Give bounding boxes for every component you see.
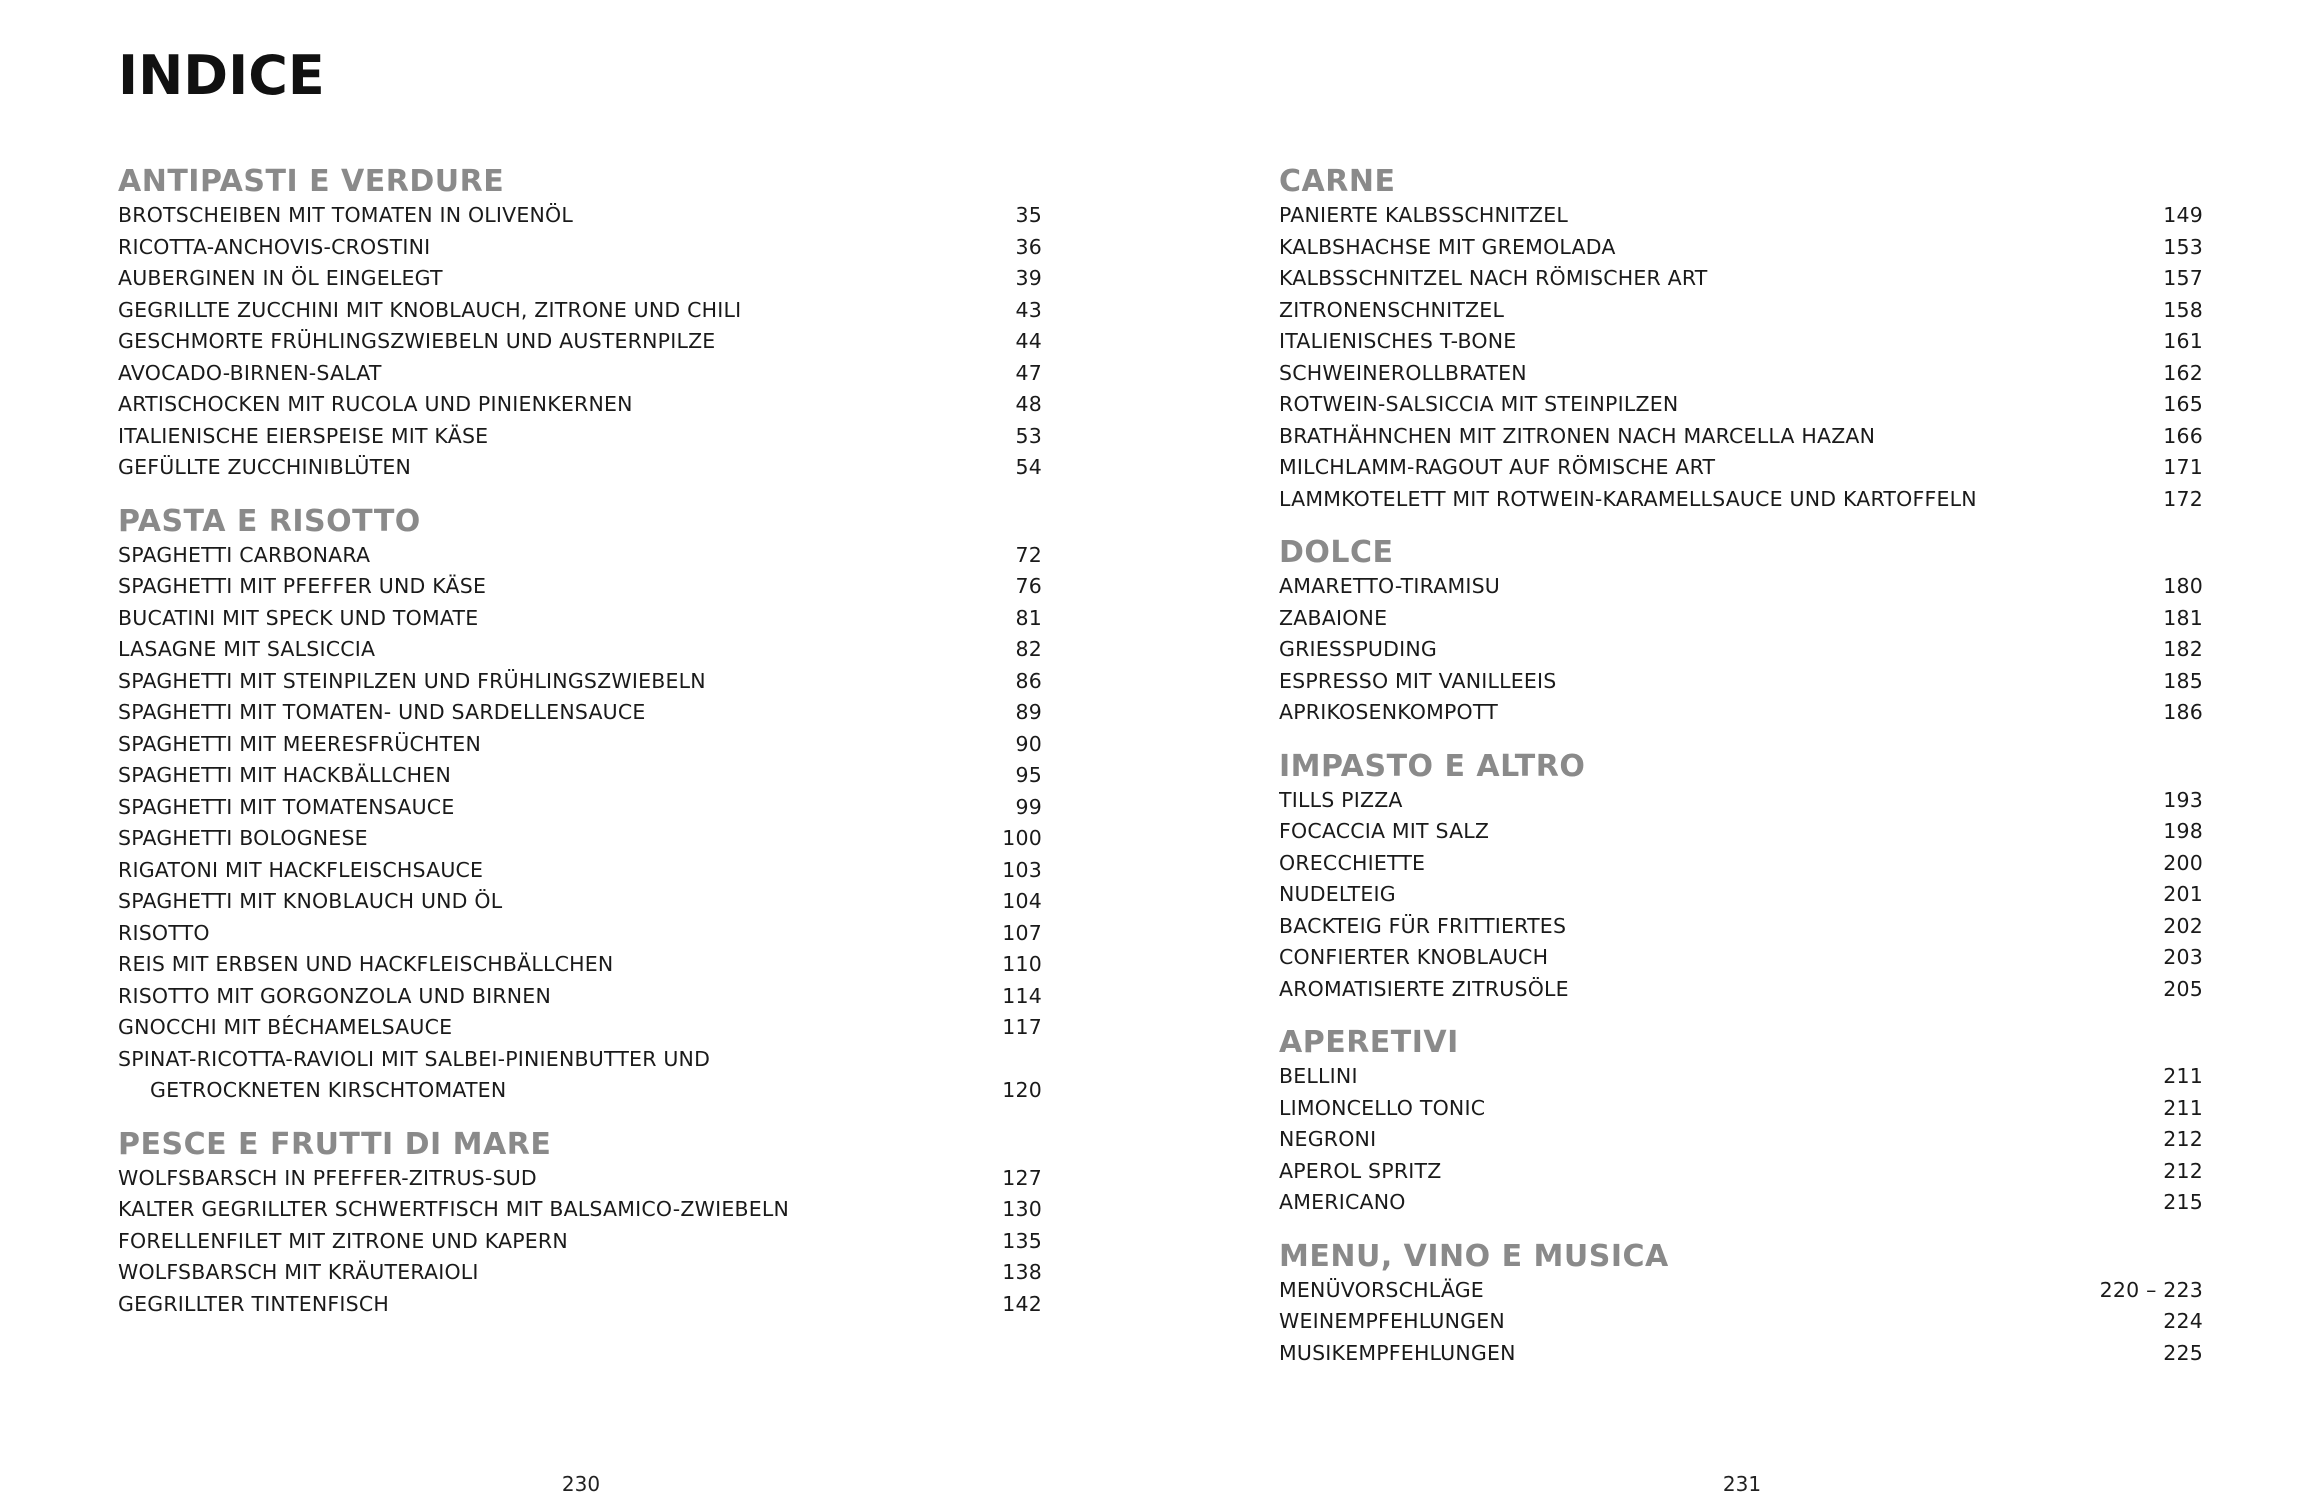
index-entry	[118, 697, 1042, 729]
entry-name: NEGRONI	[1279, 1127, 1377, 1151]
section-title: PESCE E FRUTTI DI MARE	[118, 1126, 552, 1162]
entry-page: 171	[2163, 455, 2203, 479]
entry-name: ZITRONENSCHNITZEL	[1279, 297, 1505, 322]
entry-name: APEROL SPRITZ	[1279, 1158, 1442, 1183]
entry-page: 211	[2163, 1064, 2203, 1088]
entry-name: BRATHÄHNCHEN MIT ZITRONEN NACH MARCELLA HAZAN	[1279, 423, 1876, 448]
entry-page: 82	[1015, 637, 1042, 661]
index-entry	[1279, 1124, 2203, 1156]
entry-name: GNOCCHI MIT BÉCHAMELSAUCE	[118, 1015, 453, 1039]
entry-page: 182	[2163, 637, 2203, 661]
entry-name: GESCHMORTE FRÜHLINGSZWIEBELN UND AUSTERNPILZE	[118, 329, 716, 353]
index-entry	[118, 263, 1042, 295]
entry-page: 180	[2163, 574, 2203, 598]
entry-name: SPAGHETTI MIT HACKBÄLLCHEN	[118, 763, 451, 787]
entry-page: 35	[1015, 203, 1042, 227]
entry-name: AVOCADO-BIRNEN-SALAT	[118, 360, 382, 385]
entry-name: ESPRESSO MIT VANILLEEIS	[1279, 668, 1557, 693]
entry-page: 202	[2163, 913, 2203, 938]
entry-page: 212	[2163, 1158, 2203, 1183]
entry-page: 158	[2163, 297, 2203, 322]
index-entry	[1279, 484, 2203, 516]
entry-page: 99	[1015, 794, 1042, 819]
index-section	[1279, 1021, 2203, 1219]
page-number-right: 231	[1722, 1472, 1762, 1496]
entry-name: WEINEMPFEHLUNGEN	[1279, 1309, 1505, 1333]
index-entry	[118, 200, 1042, 232]
index-entry	[1279, 666, 2203, 698]
index-entry	[118, 886, 1042, 918]
entry-name: SPAGHETTI MIT KNOBLAUCH UND ÖL	[118, 889, 503, 913]
index-entry	[118, 389, 1042, 421]
index-entry	[118, 823, 1042, 855]
index-entry	[1279, 571, 2203, 603]
entry-page: 110	[1002, 952, 1042, 976]
entry-page: 149	[2163, 203, 2203, 227]
index-entry	[118, 603, 1042, 635]
index-entry	[1279, 263, 2203, 295]
entry-page: 81	[1015, 605, 1042, 630]
entry-name: ORECCHIETTE	[1279, 850, 1426, 875]
entry-name: BACKTEIG FÜR FRITTIERTES	[1279, 913, 1567, 938]
index-entry	[118, 949, 1042, 981]
index-entry	[118, 1226, 1042, 1258]
entry-page: 225	[2163, 1340, 2203, 1365]
index-entry	[118, 792, 1042, 824]
entry-name: SPAGHETTI MIT MEERESFRÜCHTEN	[118, 731, 481, 756]
entry-name: LASAGNE MIT SALSICCIA	[118, 637, 376, 661]
entry-name: KALBSSCHNITZEL NACH RÖMISCHER ART	[1279, 266, 1708, 290]
entry-page: 211	[2163, 1095, 2203, 1120]
section-title: MENU, VINO E MUSICA	[1279, 1238, 1669, 1274]
entry-name: SPAGHETTI MIT PFEFFER UND KÄSE	[118, 574, 487, 598]
entry-page: 107	[1002, 920, 1042, 945]
index-column-right	[1279, 160, 2203, 1385]
entry-page: 205	[2163, 976, 2203, 1001]
entry-page: 186	[2163, 700, 2203, 724]
index-entry	[1279, 603, 2203, 635]
index-section	[118, 500, 1042, 1107]
entry-page: 162	[2163, 360, 2203, 385]
index-column-left	[118, 160, 1042, 1336]
index-entry	[1279, 848, 2203, 880]
entry-page: 142	[1002, 1291, 1042, 1316]
index-entry	[118, 855, 1042, 887]
entry-name: SCHWEINEROLLBRATEN	[1279, 360, 1527, 385]
entry-name: REIS MIT ERBSEN UND HACKFLEISCHBÄLLCHEN	[118, 952, 614, 976]
entry-page: 200	[2163, 850, 2203, 875]
entry-name: WOLFSBARSCH MIT KRÄUTERAIOLI	[118, 1260, 479, 1284]
index-entry	[1279, 816, 2203, 848]
entry-name: WOLFSBARSCH IN PFEFFER-ZITRUS-SUD	[118, 1165, 537, 1190]
index-entry	[1279, 1338, 2203, 1370]
entry-page: 100	[1002, 826, 1042, 850]
entry-page: 224	[2163, 1309, 2203, 1333]
entry-page: 181	[2163, 605, 2203, 630]
entry-name: BROTSCHEIBEN MIT TOMATEN IN OLIVENÖL	[118, 203, 574, 227]
entry-page: 120	[1002, 1078, 1042, 1102]
entry-name: MILCHLAMM-RAGOUT AUF RÖMISCHE ART	[1279, 455, 1716, 479]
index-entry	[118, 1075, 1042, 1107]
entry-page: 86	[1015, 668, 1042, 693]
entry-page: 212	[2163, 1127, 2203, 1151]
section-title: ANTIPASTI E VERDURE	[118, 164, 505, 199]
index-entry	[118, 1163, 1042, 1195]
entry-name: RISOTTO MIT GORGONZOLA UND BIRNEN	[118, 983, 551, 1008]
index-entry	[1279, 1306, 2203, 1338]
entry-page: 215	[2163, 1190, 2203, 1214]
entry-name: SPAGHETTI MIT STEINPILZEN UND FRÜHLINGSZWIEBELN	[118, 668, 706, 693]
entry-name: AMARETTO-TIRAMISU	[1279, 574, 1500, 598]
entry-name: NUDELTEIG	[1279, 882, 1396, 906]
entry-name: RIGATONI MIT HACKFLEISCHSAUCE	[118, 857, 484, 882]
index-entry	[1279, 785, 2203, 817]
entry-name: FOCACCIA MIT SALZ	[1279, 819, 1490, 843]
entry-name: SPAGHETTI BOLOGNESE	[118, 826, 368, 850]
entry-name: SPINAT-RICOTTA-RAVIOLI MIT SALBEI-PINIENBUTTER UND	[118, 1046, 711, 1071]
index-entry	[118, 729, 1042, 761]
index-entry	[118, 634, 1042, 666]
entry-name: LIMONCELLO TONIC	[1279, 1095, 1486, 1120]
entry-page: 203	[2163, 945, 2203, 969]
entry-name: FORELLENFILET MIT ZITRONE UND KAPERN	[118, 1228, 568, 1253]
index-entry	[1279, 1187, 2203, 1219]
section-title: IMPASTO E ALTRO	[1279, 748, 1586, 784]
entry-page: 36	[1015, 234, 1042, 259]
entry-name: SPAGHETTI CARBONARA	[118, 542, 371, 567]
entry-page: 44	[1015, 329, 1042, 353]
entry-page: 114	[1002, 983, 1042, 1008]
entry-name: AMERICANO	[1279, 1190, 1406, 1214]
index-entry	[1279, 1093, 2203, 1125]
entry-page: 39	[1015, 266, 1042, 290]
entry-page: 166	[2163, 423, 2203, 448]
entry-name: BELLINI	[1279, 1064, 1358, 1088]
entry-name: MUSIKEMPFEHLUNGEN	[1279, 1340, 1516, 1365]
entry-name: PANIERTE KALBSSCHNITZEL	[1279, 203, 1569, 227]
entry-page: 72	[1015, 542, 1042, 567]
index-entry	[118, 1012, 1042, 1044]
index-entry	[118, 760, 1042, 792]
entry-page: 153	[2163, 234, 2203, 259]
entry-page: 53	[1015, 423, 1042, 448]
entry-name: GEGRILLTE ZUCCHINI MIT KNOBLAUCH, ZITRONE UND CHILI	[118, 297, 742, 322]
index-entry	[1279, 295, 2203, 327]
index-entry	[118, 571, 1042, 603]
entry-page: 130	[1002, 1197, 1042, 1221]
entry-name: LAMMKOTELETT MIT ROTWEIN-KARAMELLSAUCE UND KARTOFFELN	[1279, 486, 1977, 511]
entry-name: CONFIERTER KNOBLAUCH	[1279, 945, 1549, 969]
entry-page: 165	[2163, 392, 2203, 416]
entry-page: 220 – 223	[2099, 1277, 2203, 1302]
index-entry	[118, 981, 1042, 1013]
index-entry	[1279, 1275, 2203, 1307]
entry-page: 117	[1002, 1015, 1042, 1039]
entry-page: 89	[1015, 700, 1042, 724]
index-entry	[1279, 421, 2203, 453]
entry-page: 127	[1002, 1165, 1042, 1190]
index-entry	[1279, 358, 2203, 390]
index-entry	[1279, 232, 2203, 264]
index-entry	[1279, 389, 2203, 421]
entry-page: 104	[1002, 889, 1042, 913]
index-entry	[1279, 879, 2203, 911]
index-entry	[118, 666, 1042, 698]
index-entry	[1279, 200, 2203, 232]
index-entry	[1279, 1061, 2203, 1093]
index-entry	[118, 1194, 1042, 1226]
section-title: CARNE	[1279, 164, 1396, 199]
entry-page: 48	[1015, 392, 1042, 416]
index-entry	[118, 1289, 1042, 1321]
index-entry	[1279, 326, 2203, 358]
index-entry	[118, 452, 1042, 484]
entry-page: 135	[1002, 1228, 1042, 1253]
entry-name: AUBERGINEN IN ÖL EINGELEGT	[118, 266, 443, 290]
entry-page: 103	[1002, 857, 1042, 882]
entry-name: SPAGHETTI MIT TOMATENSAUCE	[118, 794, 455, 819]
index-entry	[118, 295, 1042, 327]
index-entry	[1279, 634, 2203, 666]
index-entry	[118, 540, 1042, 572]
index-section	[1279, 1235, 2203, 1370]
entry-page: 201	[2163, 882, 2203, 906]
entry-name: TILLS PIZZA	[1279, 787, 1403, 812]
index-entry	[1279, 974, 2203, 1006]
entry-name: GEGRILLTER TINTENFISCH	[118, 1291, 389, 1316]
entry-name: GEFÜLLTE ZUCCHINIBLÜTEN	[118, 455, 412, 479]
page-number-left: 230	[561, 1472, 601, 1496]
entry-name: KALBSHACHSE MIT GREMOLADA	[1279, 234, 1616, 259]
index-entry	[1279, 452, 2203, 484]
entry-name: RICOTTA-ANCHOVIS-CROSTINI	[118, 234, 431, 259]
entry-name: GRIESSPUDING	[1279, 637, 1437, 661]
entry-page: 193	[2163, 787, 2203, 812]
section-title: DOLCE	[1279, 535, 1394, 570]
section-title: APERETIVI	[1279, 1025, 1459, 1060]
index-section	[118, 160, 1042, 484]
entry-name: RISOTTO	[118, 920, 210, 945]
index-entry	[118, 918, 1042, 950]
entry-name: AROMATISIERTE ZITRUSÖLE	[1279, 976, 1569, 1001]
section-title: PASTA E RISOTTO	[118, 503, 421, 539]
entry-page: 76	[1015, 574, 1042, 598]
entry-page: 43	[1015, 297, 1042, 322]
entry-name: ITALIENISCHES T-BONE	[1279, 329, 1517, 353]
entry-name: ARTISCHOCKEN MIT RUCOLA UND PINIENKERNEN	[118, 392, 633, 416]
page-title: INDICE	[118, 44, 325, 107]
index-section	[1279, 745, 2203, 1006]
entry-page: 47	[1015, 360, 1042, 385]
index-entry	[1279, 697, 2203, 729]
index-entry	[118, 421, 1042, 453]
entry-name: GETROCKNETEN KIRSCHTOMATEN	[150, 1078, 507, 1102]
index-entry	[118, 358, 1042, 390]
entry-name: ROTWEIN-SALSICCIA MIT STEINPILZEN	[1279, 392, 1679, 416]
entry-name: KALTER GEGRILLTER SCHWERTFISCH MIT BALSAMICO-ZWIEBELN	[118, 1197, 790, 1221]
entry-page: 54	[1015, 455, 1042, 479]
entry-page: 95	[1015, 763, 1042, 787]
index-section	[118, 1123, 1042, 1321]
entry-page: 138	[1002, 1260, 1042, 1284]
index-section	[1279, 160, 2203, 515]
entry-page: 185	[2163, 668, 2203, 693]
entry-page: 90	[1015, 731, 1042, 756]
entry-name: BUCATINI MIT SPECK UND TOMATE	[118, 605, 479, 630]
entry-name: ZABAIONE	[1279, 605, 1388, 630]
index-entry	[1279, 911, 2203, 943]
entry-name: APRIKOSENKOMPOTT	[1279, 700, 1498, 724]
index-section	[1279, 531, 2203, 729]
entry-page: 198	[2163, 819, 2203, 843]
entry-page: 161	[2163, 329, 2203, 353]
entry-name: ITALIENISCHE EIERSPEISE MIT KÄSE	[118, 423, 489, 448]
entry-page: 172	[2163, 486, 2203, 511]
index-entry	[1279, 942, 2203, 974]
index-entry	[1279, 1156, 2203, 1188]
entry-name: MENÜVORSCHLÄGE	[1279, 1277, 1484, 1302]
index-entry	[118, 1044, 1042, 1076]
index-entry	[118, 232, 1042, 264]
entry-page: 157	[2163, 266, 2203, 290]
index-entry	[118, 326, 1042, 358]
index-entry	[118, 1257, 1042, 1289]
entry-name: SPAGHETTI MIT TOMATEN- UND SARDELLENSAUCE	[118, 700, 646, 724]
